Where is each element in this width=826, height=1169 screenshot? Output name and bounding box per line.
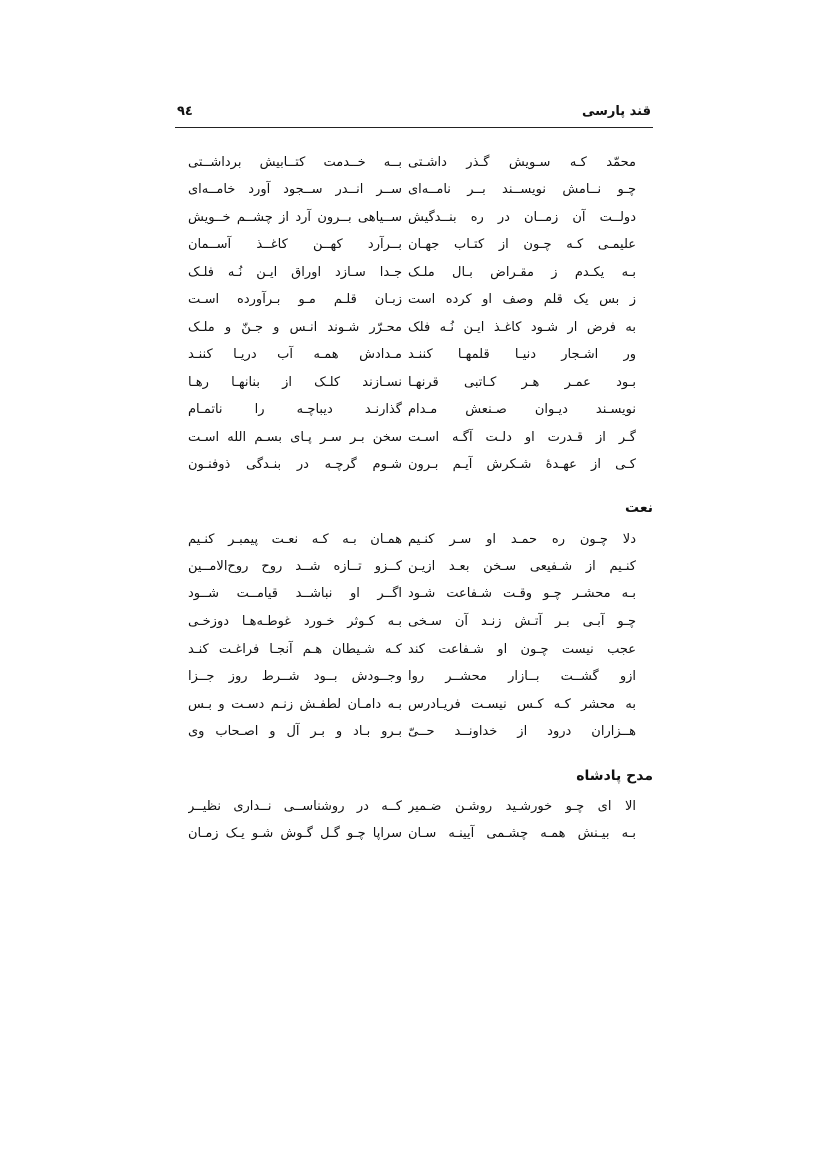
verse-second-hemistich: اگــر او نباشــد قیامــت شــود bbox=[188, 586, 402, 601]
verse-first-hemistich: به فرض ار شـود کاغـذ ایـن نُـه فلک bbox=[408, 320, 636, 335]
verse-row bbox=[0, 204, 826, 231]
verse-row bbox=[0, 820, 826, 847]
verse-row bbox=[0, 369, 826, 396]
verse-second-hemistich: کــه در روشناســی نــداری نظیــر bbox=[188, 799, 402, 814]
verse-second-hemistich: ســر انــدر ســجود آورد خامــه‌ای bbox=[188, 182, 402, 197]
verse-row bbox=[0, 793, 826, 820]
page-header bbox=[175, 100, 653, 128]
verse-row bbox=[0, 341, 826, 368]
verse-row bbox=[0, 608, 826, 635]
verse-first-hemistich: ز بس یک قلم وصف او کرده است bbox=[408, 292, 636, 307]
book-title: قند پارسی bbox=[581, 104, 651, 119]
verse-first-hemistich: دولــت آن زمــان در ره بنــدگیش bbox=[408, 210, 636, 225]
verse-second-hemistich: شـوم گرچـه در بنـدگی ذوفنـون bbox=[188, 457, 402, 472]
verse-second-hemistich: سراپا چـو گـل گـوش شـو یـک زمـان bbox=[188, 826, 402, 841]
verse-row bbox=[0, 176, 826, 203]
verse-first-hemistich: گـر از قـدرت او دلـت آگـه اسـت bbox=[408, 430, 636, 445]
verse-second-hemistich: جـدا سـازد اوراق ایـن نُـه فلـک bbox=[188, 265, 402, 280]
verse-first-hemistich: ازو گشــت بــازار محشــر روا bbox=[408, 669, 636, 684]
verse-second-hemistich: بــه خــدمت کتــابیش برداشــتی bbox=[188, 155, 402, 170]
section-heading: نعت bbox=[625, 500, 653, 516]
verse-first-hemistich: به محشر کـه کـس نیسـت فریـادرس bbox=[408, 697, 636, 712]
verse-second-hemistich: ســیاهی بــرون آرد از چشــم خــویش bbox=[188, 210, 402, 225]
verse-first-hemistich: ور اشـجار دنیـا قلمهـا کننـد bbox=[408, 347, 636, 362]
verse-first-hemistich: محمّد کـه سـویش گـذر داشـتی bbox=[408, 155, 636, 170]
verse-second-hemistich: کـه شـیطان هـم آنجـا فراغـت کنـد bbox=[188, 642, 402, 657]
verse-row bbox=[0, 396, 826, 423]
verse-row bbox=[0, 663, 826, 690]
verse-row bbox=[0, 286, 826, 313]
verse-second-hemistich: زبـان قلـم مـو بـرآورده اسـت bbox=[188, 292, 402, 307]
verse-row bbox=[0, 314, 826, 341]
verse-first-hemistich: عجب نیست چـون او شـفاعت کند bbox=[408, 642, 636, 657]
verse-first-hemistich: بـه محشـر چـو وقـت شـفاعت شـود bbox=[408, 586, 636, 601]
verse-first-hemistich: چـو نــامش نویســند بــر نامــه‌ای bbox=[408, 182, 636, 197]
verse-second-hemistich: همـان بـه کـه نعـت پیمبـر کنـیم bbox=[188, 532, 402, 547]
verse-first-hemistich: دلا چـون ره حمـد او سـر کنـیم bbox=[408, 532, 636, 547]
verse-first-hemistich: بـود عمـر هـر کـاتبی قرنهـا bbox=[408, 375, 636, 390]
verse-row bbox=[0, 424, 826, 451]
verse-second-hemistich: سخن بـر سـر پـای بسـم الله اسـت bbox=[188, 430, 402, 445]
verse-second-hemistich: گذارنـد دیباچـه را ناتمـام bbox=[188, 402, 402, 417]
verse-row bbox=[0, 451, 826, 478]
verse-row bbox=[0, 691, 826, 718]
verse-second-hemistich: بــرآرد کهــن کاغــذ آســمان bbox=[188, 237, 402, 252]
verse-row bbox=[0, 718, 826, 745]
verse-first-hemistich: کـی از عهـدۀ شـکرش آیـم بـرون bbox=[408, 457, 636, 472]
section-heading: مدح پادشاه bbox=[576, 768, 653, 784]
verse-row bbox=[0, 553, 826, 580]
verse-row bbox=[0, 259, 826, 286]
verse-second-hemistich: کــزو تــازه شــد روح روح‌الامــین bbox=[188, 559, 402, 574]
verse-second-hemistich: بـرو بـاد و بـر آل و اصـحاب وی bbox=[188, 724, 402, 739]
verse-second-hemistich: محـرّر شـوند انـس و جـنّ و ملـک bbox=[188, 320, 402, 335]
verse-second-hemistich: نسـازند کلـک از بنانهـا رهـا bbox=[188, 375, 402, 390]
verse-first-hemistich: علیمـی کـه چـون از کتـاب جهـان bbox=[408, 237, 636, 252]
verse-first-hemistich: بـه بیـنش همـه چشـمی آیینـه سـان bbox=[408, 826, 636, 841]
verse-row bbox=[0, 636, 826, 663]
verse-second-hemistich: مـدادش همـه آب دریـا کننـد bbox=[188, 347, 402, 362]
verse-first-hemistich: کنـیم از شـفیعی سـخن بعـد ازیـن bbox=[408, 559, 636, 574]
verse-first-hemistich: چـو آبـی بـر آتـش زنـد آن سـخی bbox=[408, 614, 636, 629]
verse-first-hemistich: بـه یکـدم ز مقـراض بـال ملـک bbox=[408, 265, 636, 280]
verse-first-hemistich: نویسـند دیـوان صـنعش مـدام bbox=[408, 402, 636, 417]
verse-row bbox=[0, 231, 826, 258]
verse-second-hemistich: بـه دامـان لطفـش زنـم دسـت و بـس bbox=[188, 697, 402, 712]
verse-row bbox=[0, 149, 826, 176]
verse-row bbox=[0, 526, 826, 553]
verse-first-hemistich: هــزاران درود از خداونــد حــیّ bbox=[408, 724, 636, 739]
verse-second-hemistich: وجــودش بــود شــرط روز جــزا bbox=[188, 669, 402, 684]
verse-row bbox=[0, 580, 826, 607]
verse-first-hemistich: الا ای چـو خورشـید روشـن ضـمیر bbox=[408, 799, 636, 814]
page-number: ۹٤ bbox=[177, 104, 193, 119]
verse-second-hemistich: بـه کـوثر خـورد غوطـه‌هـا دوزخـی bbox=[188, 614, 402, 629]
